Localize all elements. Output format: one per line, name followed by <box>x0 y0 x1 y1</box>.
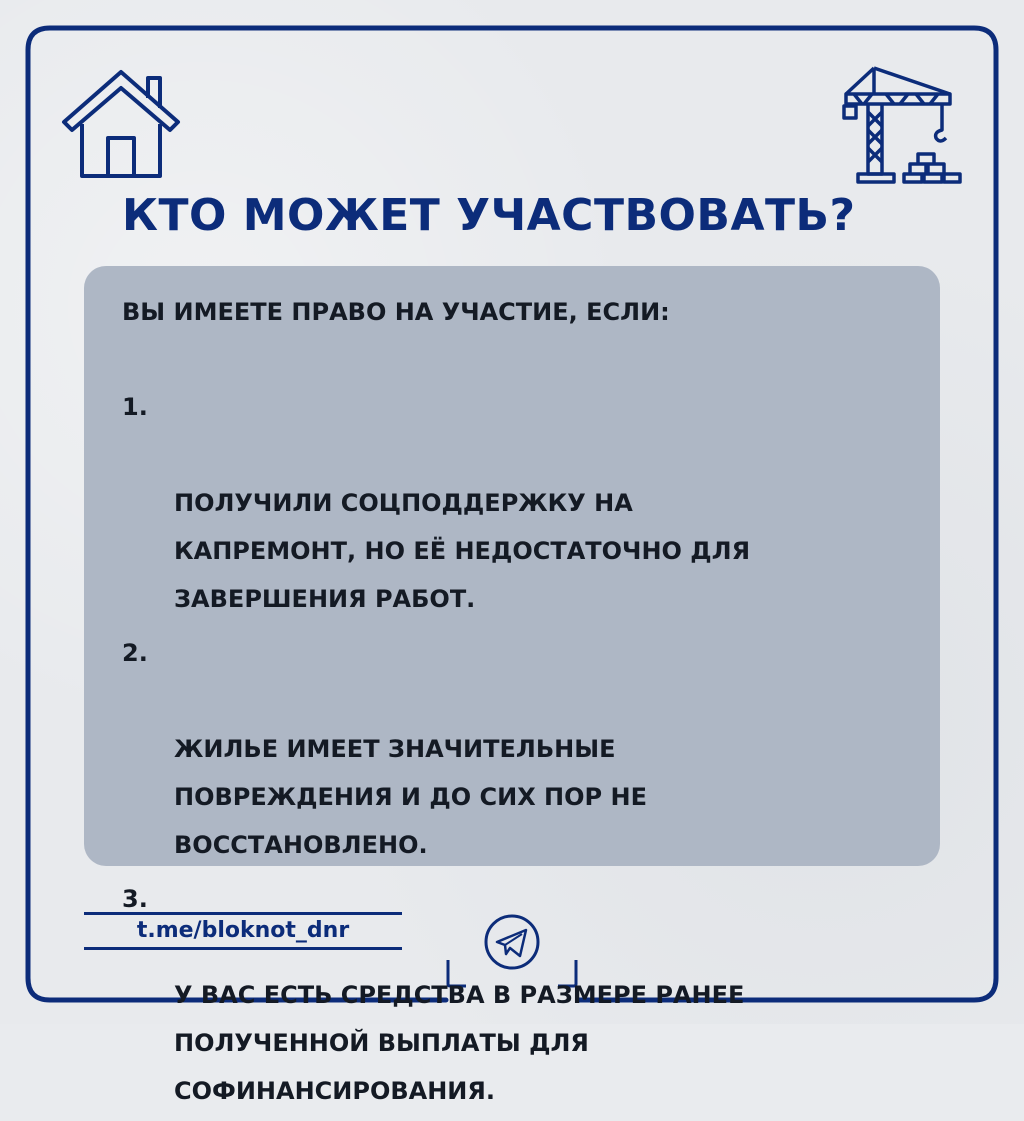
telegram-icon[interactable] <box>482 912 542 972</box>
list-item <box>122 629 882 869</box>
construction-crane-icon <box>838 60 964 184</box>
telegram-channel-link[interactable]: t.me/bloknot_dnr <box>84 912 402 950</box>
list-item-text: ПОЛУЧИЛИ СОЦПОДДЕРЖКУ НА КАПРЕМОНТ, НО ЕЁ НЕДОСТАТОЧНО ДЛЯ ЗАВЕРШЕНИЯ РАБОТ. <box>174 489 751 613</box>
list-item-text: ЖИЛЬЕ ИМЕЕТ ЗНАЧИТЕЛЬНЫЕ ПОВРЕЖДЕНИЯ И ДО СИХ ПОР НЕ ВОССТАНОВЛЕНО. <box>174 735 647 859</box>
list-item <box>122 875 882 1115</box>
list-item-number: 2. <box>122 639 148 667</box>
list-item-number: 1. <box>122 393 148 421</box>
list-item <box>122 383 882 623</box>
eligibility-intro: ВЫ ИМЕЕТЕ ПРАВО НА УЧАСТИЕ, ЕСЛИ: <box>122 298 670 326</box>
list-item-text: У ВАС ЕСТЬ СРЕДСТВА В РАЗМЕРЕ РАНЕЕ ПОЛУЧЕННОЙ ВЫПЛАТЫ ДЛЯ СОФИНАНСИРОВАНИЯ. <box>174 981 745 1105</box>
page-title: КТО МОЖЕТ УЧАСТВОВАТЬ? <box>122 190 856 241</box>
house-icon <box>60 66 182 182</box>
eligibility-list <box>122 383 882 1121</box>
list-item-number: 3. <box>122 885 148 913</box>
